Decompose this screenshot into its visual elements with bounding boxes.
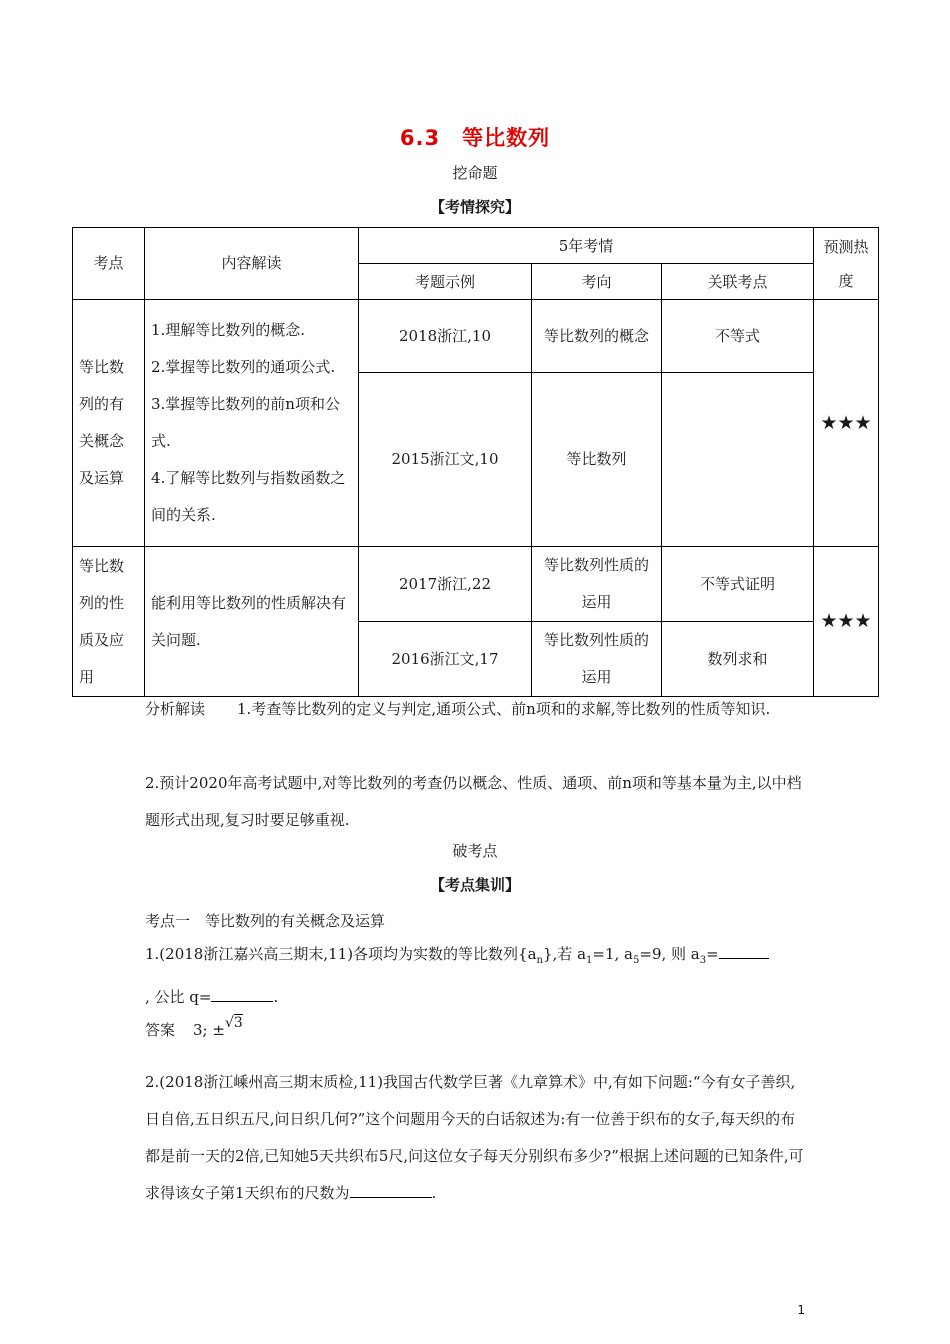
analysis-text-1: 1.考查等比数列的定义与判定,通项公式、前n项和的求解,等比数列的性质等知识. bbox=[237, 700, 771, 718]
row2-kaodian: 等比数列的性质及应用 bbox=[73, 547, 145, 697]
section-heading-wa: 挖命题 bbox=[452, 164, 498, 182]
q1-text-e: = bbox=[706, 945, 719, 963]
answer-value: 3; ± bbox=[193, 1021, 225, 1039]
q1-answer-blank-q[interactable] bbox=[211, 987, 273, 1002]
page-number: 1 bbox=[797, 1303, 805, 1317]
row2b-kaoxiang: 等比数列性质的运用 bbox=[532, 622, 662, 697]
q1-sub-1: 1 bbox=[586, 955, 593, 966]
section-heading-kaoqing: 【考情探究】 bbox=[429, 198, 520, 216]
header-kaoxiang: 考向 bbox=[532, 264, 662, 300]
exam-analysis-table bbox=[72, 227, 879, 697]
row2a-kaoxiang: 等比数列性质的运用 bbox=[532, 547, 662, 622]
header-shili: 考题示例 bbox=[359, 264, 532, 300]
analysis-paragraph-1 bbox=[145, 691, 810, 728]
sqrt-symbol: √3 bbox=[224, 1015, 243, 1031]
row2-hotness-stars: ★★★ bbox=[814, 547, 879, 697]
q1-text-b: },若 a bbox=[543, 945, 587, 963]
row1b-kaoxiang: 等比数列 bbox=[532, 373, 662, 547]
header-5nian: 5年考情 bbox=[359, 228, 814, 264]
analysis-label: 分析解读 bbox=[145, 700, 206, 718]
row2-neirong: 能利用等比数列的性质解决有关问题. bbox=[145, 547, 359, 697]
row1b-shili: 2015浙江文,10 bbox=[359, 373, 532, 547]
analysis-paragraph-2: 2.预计2020年高考试题中,对等比数列的考查仍以概念、性质、通项、前n项和等基本量为主,以中档题形式出现,复习时要足够重视. bbox=[145, 774, 802, 829]
q1-sub-3: 3 bbox=[699, 955, 707, 966]
row1b-guanlian bbox=[662, 373, 814, 547]
header-neirong: 内容解读 bbox=[145, 228, 359, 300]
q1-text-a: 1.(2018浙江嘉兴高三期末,11)各项均为实数的等比数列{a bbox=[145, 945, 537, 963]
question-2 bbox=[145, 1064, 810, 1212]
row1a-guanlian: 不等式 bbox=[662, 300, 814, 373]
row1a-kaoxiang: 等比数列的概念 bbox=[532, 300, 662, 373]
header-yuce: 预测热度 bbox=[814, 228, 879, 300]
page-title: 6.3 等比数列 bbox=[399, 126, 551, 150]
q2-answer-blank[interactable] bbox=[350, 1183, 432, 1198]
q1-answer-blank-a3[interactable] bbox=[719, 944, 769, 959]
row1-neirong: 1.理解等比数列的概念. 2.掌握等比数列的通项公式. 3.掌握等比数列的前n项和公式. 4.了解等比数列与指数函数之间的关系. bbox=[145, 300, 359, 547]
header-kaodian: 考点 bbox=[73, 228, 145, 300]
answer-label: 答案 bbox=[145, 1021, 176, 1039]
q1-sub-5: 5 bbox=[633, 955, 640, 966]
q1-text-c: =1, a bbox=[592, 945, 633, 963]
q1-end: . bbox=[273, 988, 279, 1006]
row1a-shili: 2018浙江,10 bbox=[359, 300, 532, 373]
q1-text-d: =9, 则 a bbox=[639, 945, 700, 963]
section-heading-jixun: 【考点集训】 bbox=[429, 876, 520, 894]
question-1 bbox=[145, 936, 810, 1016]
q1-sub-n: n bbox=[536, 955, 543, 966]
header-guanlian: 关联考点 bbox=[662, 264, 814, 300]
sqrt-radicand: 3 bbox=[233, 1015, 243, 1031]
q1-text-f: , 公比 q= bbox=[145, 988, 212, 1006]
q2-end: . bbox=[431, 1184, 437, 1202]
answer-1 bbox=[145, 1012, 810, 1050]
row2a-guanlian: 不等式证明 bbox=[662, 547, 814, 622]
kaodian-1-heading: 考点一 等比数列的有关概念及运算 bbox=[145, 912, 386, 930]
row2b-shili: 2016浙江文,17 bbox=[359, 622, 532, 697]
row2b-guanlian: 数列求和 bbox=[662, 622, 814, 697]
row1-kaodian: 等比数列的有关概念及运算 bbox=[73, 300, 145, 547]
q2-text: 2.(2018浙江嵊州高三期末质检,11)我国古代数学巨著《九章算术》中,有如下问题:“今有女子善织,日自倍,五日织五尺,问日织几何?”这个问题用今天的白话叙述为:有一位善于织布的女子,每天织的布都是前一天的2倍,已知她5天共织布5尺,问这位女子每天分别织布多少?”根据上述问题的已知条件,可求得该女子第1天织布的尺数为 bbox=[145, 1073, 804, 1202]
section-heading-po: 破考点 bbox=[452, 842, 498, 860]
row1-hotness-stars: ★★★ bbox=[814, 300, 879, 547]
row2a-shili: 2017浙江,22 bbox=[359, 547, 532, 622]
